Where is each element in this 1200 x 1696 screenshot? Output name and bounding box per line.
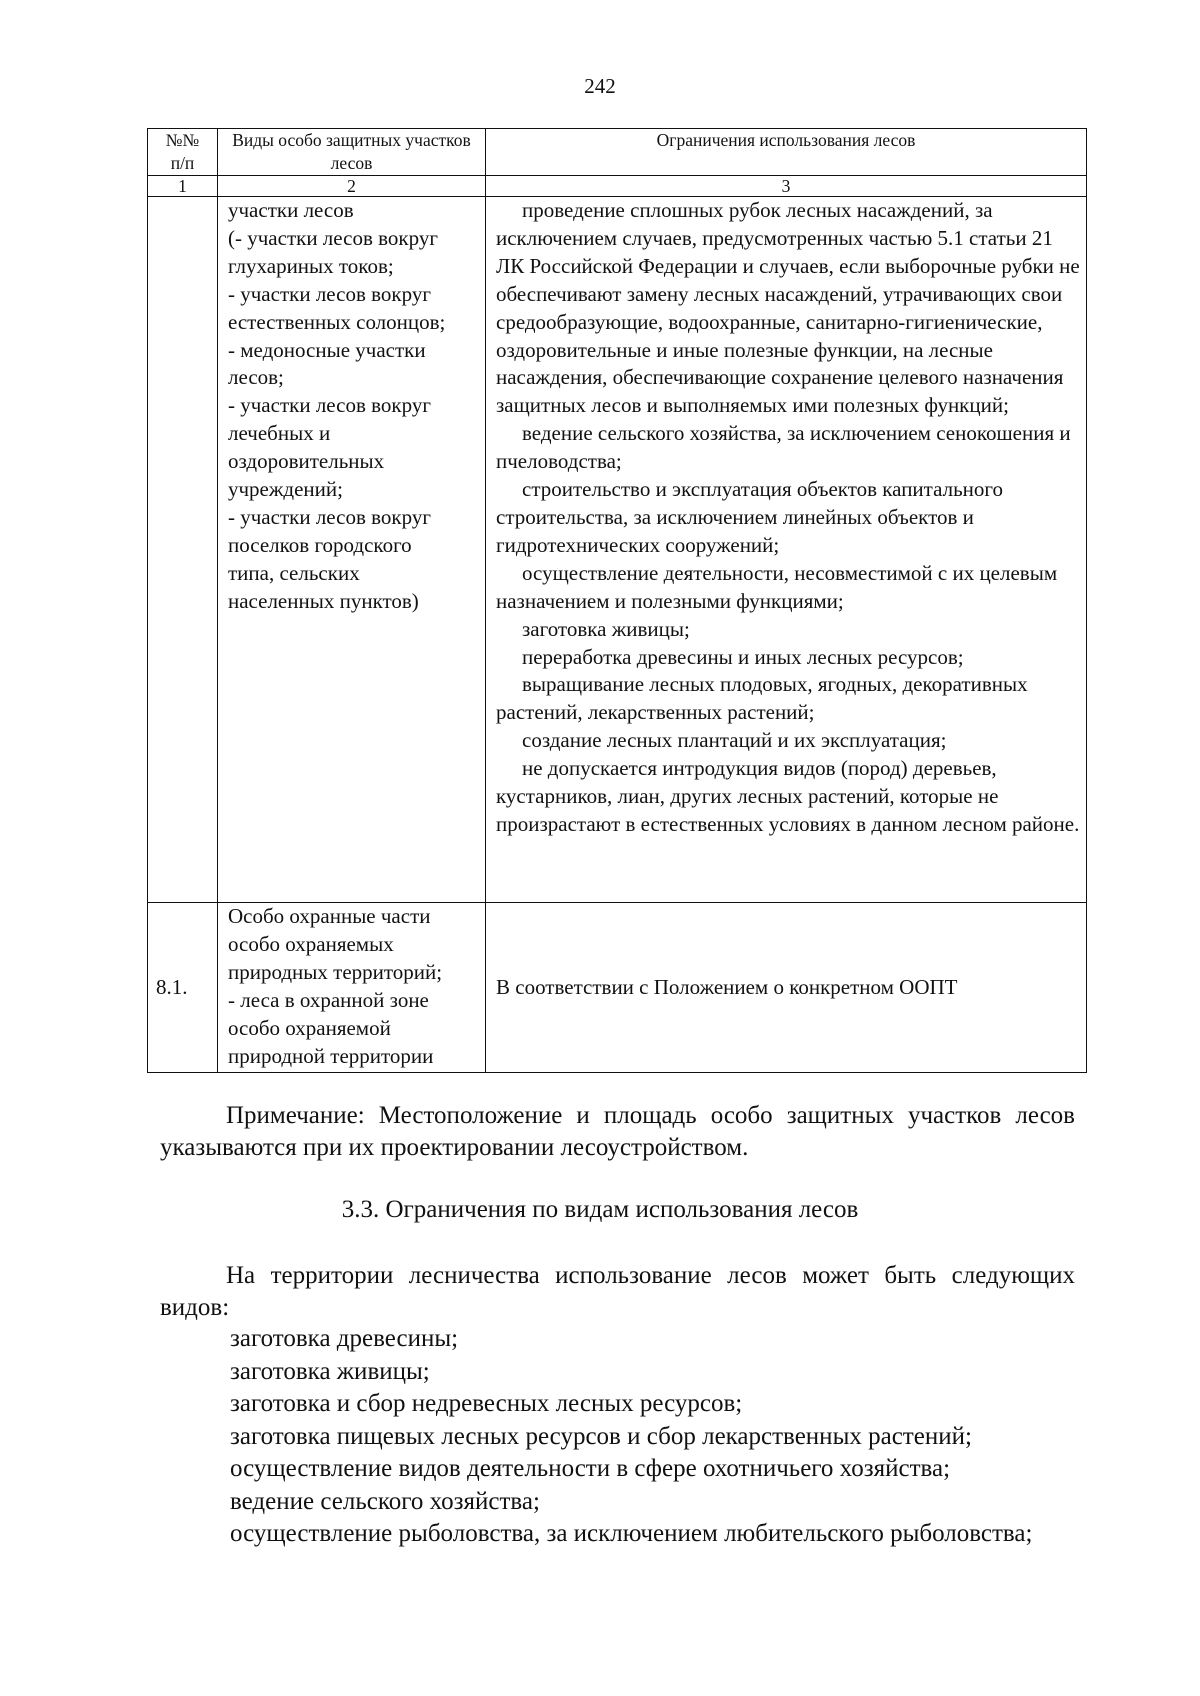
- restriction-item: создание лесных плантаций и их эксплуатация;: [522, 728, 947, 753]
- forest-restrictions-table: [147, 128, 1087, 1073]
- kind-line: - леса в охранной зоне: [228, 987, 429, 1012]
- restriction-item: заготовка живицы;: [522, 616, 690, 641]
- restriction-item: проведение сплошных рубок лесных насаждений, за исключением случаев, предусмотренных частью 5.1 статьи 21 ЛК Российской Федерации и случаев, если выборочные рубки не обеспечивают замену лесных насаждений, утрачивающих свои средообразующие, водоохранные, санитарно-гигиенические, оздоровительные и иные полезные функции, на лесные насаждения, обеспечивающие сохранение целевого назначения защитных лесов и выполняемых ими полезных функций;: [496, 198, 1080, 418]
- column-number: 1: [148, 176, 218, 197]
- restriction-item: ведение сельского хозяйства, за исключением сенокошения и пчеловодства;: [496, 421, 1071, 474]
- kind-line: (- участки лесов вокруг: [228, 225, 438, 250]
- restrictions-cell: [486, 197, 1087, 903]
- kind-line: оздоровительных: [228, 449, 385, 474]
- forest-kind-cell: [218, 903, 486, 1073]
- column-number-row: [148, 176, 1087, 197]
- kind-line: - участки лесов вокруг: [228, 281, 431, 306]
- kind-line: природных территорий;: [228, 959, 443, 984]
- kind-line: поселков городского: [228, 532, 412, 557]
- section-heading: 3.3. Ограничения по видам использования лесов: [341, 1196, 859, 1223]
- kind-line: - участки лесов вокруг: [228, 393, 431, 418]
- table-row: [148, 903, 1087, 1073]
- restriction-item: В соответствии с Положением о конкретном ООПТ: [496, 974, 958, 999]
- intro-paragraph: [160, 1260, 1075, 1324]
- forest-kind-cell: [218, 197, 486, 903]
- kind-line: природной территории: [228, 1043, 434, 1068]
- kind-line: типа, сельских: [228, 560, 360, 585]
- kind-line: особо охраняемой: [228, 1015, 391, 1040]
- kind-line: естественных солонцов;: [228, 309, 446, 334]
- kind-line: глухариных токов;: [228, 253, 394, 278]
- table-note: [160, 1100, 1075, 1164]
- list-item: осуществление рыболовства, за исключением любительского рыболовства;: [230, 1520, 1033, 1547]
- page-number: 242: [584, 74, 616, 98]
- table-row: [148, 197, 1087, 903]
- kind-line: - медоносные участки: [228, 337, 426, 362]
- kind-line: Особо охранные части: [228, 904, 431, 928]
- kind-line: лечебных и: [228, 421, 331, 446]
- row-number: [148, 197, 218, 903]
- column-number: 2: [218, 176, 486, 197]
- list-item: заготовка пищевых лесных ресурсов и сбор лекарственных растений;: [230, 1422, 972, 1450]
- intro-text: На территории лесничества использование лесов может быть следующих видов:: [160, 1262, 1075, 1321]
- header-number: №№ п/п: [148, 129, 218, 176]
- header-restrictions: Ограничения использования лесов: [486, 129, 1087, 176]
- kind-line: - участки лесов вокруг: [228, 504, 431, 529]
- restriction-item: осуществление деятельности, несовместимой с их целевым назначением и полезными функциями;: [496, 560, 1058, 613]
- kind-line: учреждений;: [228, 477, 343, 502]
- list-item: заготовка и сбор недревесных лесных ресурсов;: [230, 1390, 743, 1417]
- list-item: ведение сельского хозяйства;: [230, 1487, 540, 1515]
- list-item: заготовка древесины;: [230, 1325, 459, 1352]
- list-item: осуществление видов деятельности в сфере охотничьего хозяйства;: [230, 1455, 951, 1482]
- note-text: Примечание: Местоположение и площадь особо защитных участков лесов указываются при их проектировании лесоустройством.: [160, 1102, 1075, 1161]
- column-number: 3: [486, 176, 1087, 197]
- kind-line: участки лесов: [228, 198, 354, 222]
- restrictions-cell: [486, 903, 1087, 1073]
- restriction-item: не допускается интродукция видов (пород) деревьев, кустарников, лиан, других лесных растений, которые не произрастают в естественных условиях в данном лесном районе.: [496, 756, 1080, 836]
- restriction-item: переработка древесины и иных лесных ресурсов;: [522, 644, 964, 669]
- list-item: заготовка живицы;: [230, 1357, 430, 1385]
- restriction-item: строительство и эксплуатация объектов капитального строительства, за исключением линейных объектов и гидротехнических сооружений;: [496, 477, 1003, 557]
- kind-line: населенных пунктов): [228, 588, 419, 613]
- table-header-row: [148, 129, 1087, 176]
- forest-use-list: [160, 1323, 1075, 1551]
- row-number: 8.1.: [148, 903, 218, 1073]
- kind-line: лесов;: [228, 365, 284, 390]
- header-kind: Виды особо защитных участков лесов: [218, 129, 486, 176]
- kind-line: особо охраняемых: [228, 931, 394, 956]
- restriction-item: выращивание лесных плодовых, ягодных, декоративных растений, лекарственных растений;: [496, 672, 1028, 725]
